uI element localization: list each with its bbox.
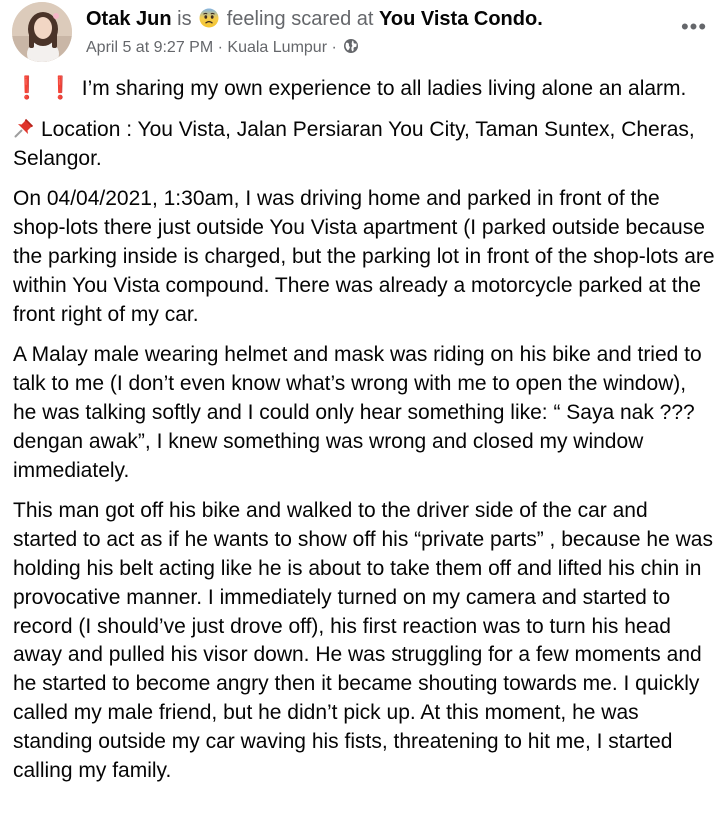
pushpin-icon (13, 117, 35, 139)
location-tag-link[interactable]: You Vista Condo. (379, 8, 543, 30)
post-title-line (86, 7, 543, 31)
post-paragraph-5: This man got off his bike and walked to the driver side of the car and started to act as if he wants to show off his “private parts” , because he was holding his belt acting like he is about to take them off and lifted his chin in provocative manner. I immediately turned on my camera and started to record (I should’ve just drove off), his first reaction was to turn his head away and pulled his visor down. He was struggling for a few moments and he started to become angry then it became shouting towards me. I quickly called my male friend, but he didn’t pick up. At this moment, he was standing outside my car waving his fists, threatening to hit me, I started calling my family. (13, 499, 713, 782)
post-timestamp[interactable]: April 5 at 9:27 PM (86, 39, 214, 56)
meta-separator: · (217, 39, 223, 56)
fearful-face-icon (199, 8, 219, 28)
post-meta (86, 38, 359, 58)
post-body (13, 74, 715, 797)
post-paragraph-4: A Malay male wearing helmet and mask was riding on his bike and tried to talk to me (I don’t even know what’s wrong with me to open the window), he was talking softly and I could only hear something like: “ Saya nak ??? dengan awak”, I knew something was wrong and closed my window immediately. (13, 343, 702, 482)
meta-separator-2: · (331, 39, 337, 56)
post-paragraph-1 (13, 74, 715, 104)
post-paragraph-2 (13, 116, 715, 174)
is-text: is (177, 8, 192, 30)
post-header (12, 2, 712, 64)
feeling-text: feeling scared at (226, 8, 374, 30)
more-options-button[interactable]: ••• (680, 14, 708, 39)
exclamation-icon: ❗ ❗ (13, 75, 74, 100)
avatar[interactable] (12, 2, 72, 62)
paragraph-2-text: Location : You Vista, Jalan Persiaran You City, Taman Suntex, Cheras, Selangor. (13, 117, 695, 170)
post-paragraph-3: On 04/04/2021, 1:30am, I was driving home and parked in front of the shop-lots there just outside You Vista apartment (I parked outside because the parking inside is charged, but the parking lot in front of the shop-lots are within You Vista compound. There was already a motorcycle parked at the front right of my car. (13, 187, 715, 326)
paragraph-1-text: I’m sharing my own experience to all ladies living alone an alarm. (81, 77, 687, 100)
author-name[interactable]: Otak Jun (86, 8, 172, 30)
avatar-image (12, 2, 72, 62)
globe-icon[interactable] (343, 38, 359, 54)
post-location: Kuala Lumpur (227, 39, 328, 56)
